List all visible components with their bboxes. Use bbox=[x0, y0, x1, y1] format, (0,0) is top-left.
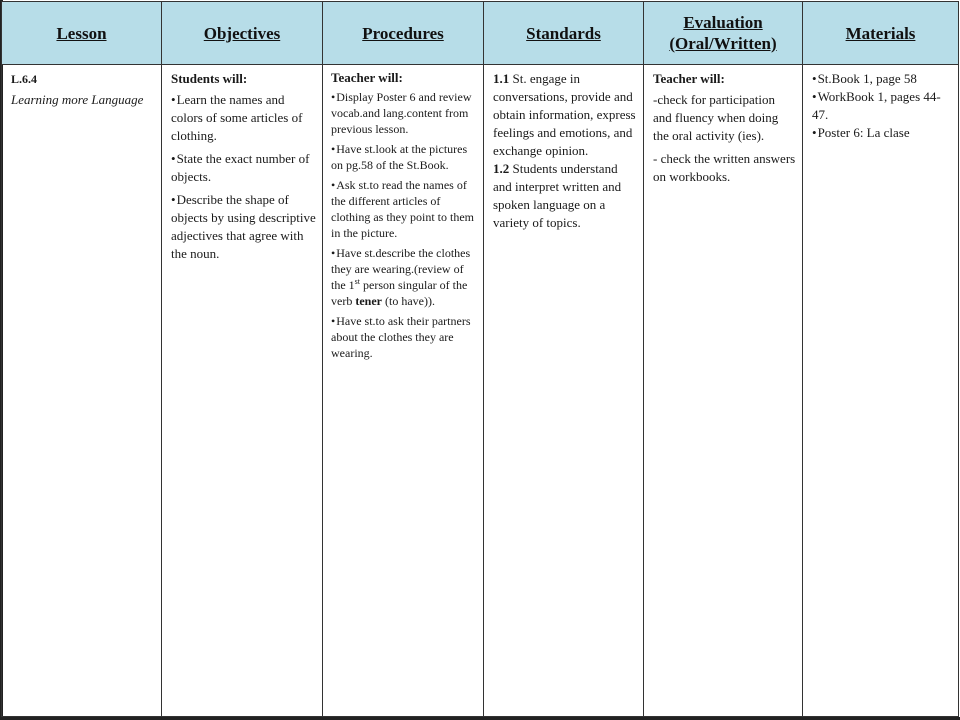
header-materials: Materials bbox=[803, 2, 959, 65]
bullet: • bbox=[812, 71, 817, 86]
evaluation-intro: Teacher will: bbox=[653, 71, 725, 86]
header-row bbox=[2, 2, 959, 65]
header-evaluation bbox=[644, 2, 803, 65]
objectives-intro: Students will: bbox=[171, 71, 248, 86]
header-objectives: Objectives bbox=[162, 2, 323, 65]
material-text: St.Book 1, page 58 bbox=[817, 71, 917, 86]
objective-item bbox=[171, 150, 316, 186]
objective-text: Learn the names and colors of some articles of clothing. bbox=[171, 92, 303, 143]
standard-1 bbox=[493, 70, 637, 160]
procedure-item bbox=[331, 141, 477, 173]
procedure-item bbox=[331, 245, 477, 309]
superscript: st bbox=[354, 277, 361, 286]
evaluation-cell bbox=[644, 65, 803, 717]
objective-text: Describe the shape of objects by using descriptive adjectives that agree with the noun. bbox=[171, 192, 316, 261]
bullet: • bbox=[171, 151, 176, 166]
lesson-plan-table bbox=[1, 1, 959, 717]
procedure-item bbox=[331, 313, 477, 361]
material-text: WorkBook 1, pages 44-47. bbox=[812, 89, 941, 122]
objective-item bbox=[171, 191, 316, 263]
procedure-text: Have st.look at the pictures on pg.58 of the St.Book. bbox=[331, 142, 468, 172]
procedure-text-b: person singular of the verb bbox=[331, 278, 468, 308]
lesson-title: Learning more Language bbox=[11, 92, 144, 107]
evaluation-item: -check for participation and fluency when doing the oral activity (ies). bbox=[653, 92, 779, 143]
standard-1-text: St. engage in conversations, provide and obtain information, express feelings and emotions, and exchange opinion. bbox=[493, 71, 636, 158]
procedure-bold-verb: tener bbox=[355, 294, 382, 308]
standards-cell bbox=[484, 65, 644, 717]
evaluation-item: - check the written answers on workbooks. bbox=[653, 151, 796, 184]
standard-1-number: 1.1 bbox=[493, 71, 510, 86]
bullet: • bbox=[171, 192, 176, 207]
procedure-text: Display Poster 6 and review vocab.and lang.content from previous lesson. bbox=[331, 90, 472, 136]
standard-2-text: Students understand and interpret written and spoken language on a variety of topics. bbox=[493, 161, 622, 230]
procedure-text-a: Have st.describe the clothes they are wearing.(review of the 1 bbox=[331, 246, 471, 292]
bullet: • bbox=[171, 92, 176, 107]
header-evaluation-line1: Evaluation bbox=[683, 13, 763, 32]
objective-item bbox=[171, 91, 316, 145]
material-text: Poster 6: La clase bbox=[817, 125, 910, 140]
procedures-cell bbox=[323, 65, 484, 717]
procedure-item bbox=[331, 177, 477, 241]
bullet: • bbox=[812, 125, 817, 140]
bullet: • bbox=[331, 90, 336, 104]
procedure-text: Have st.to ask their partners about the clothes they are wearing. bbox=[331, 314, 471, 360]
bullet: • bbox=[331, 142, 336, 156]
bullet: • bbox=[331, 178, 336, 192]
objectives-cell bbox=[162, 65, 323, 717]
standard-2 bbox=[493, 160, 637, 232]
materials-cell bbox=[803, 65, 959, 717]
material-item bbox=[812, 124, 952, 142]
procedure-item bbox=[331, 89, 477, 137]
content-row bbox=[2, 65, 959, 717]
lesson-code: L.6.4 bbox=[11, 72, 38, 86]
header-lesson: Lesson bbox=[2, 2, 162, 65]
bullet: • bbox=[812, 89, 817, 104]
material-item bbox=[812, 88, 952, 124]
header-evaluation-line2: (Oral/Written) bbox=[669, 34, 777, 53]
material-item bbox=[812, 70, 952, 88]
bullet: • bbox=[331, 246, 336, 260]
standard-2-number: 1.2 bbox=[493, 161, 510, 176]
procedure-text: Ask st.to read the names of the different articles of clothing as they point to them in the picture. bbox=[331, 178, 474, 240]
objective-text: State the exact number of objects. bbox=[171, 151, 310, 184]
header-procedures: Procedures bbox=[323, 2, 484, 65]
lesson-cell bbox=[2, 65, 162, 717]
procedures-intro: Teacher will: bbox=[331, 70, 403, 85]
header-standards: Standards bbox=[484, 2, 644, 65]
procedure-text-c: (to have)). bbox=[381, 294, 435, 308]
bullet: • bbox=[331, 314, 336, 328]
